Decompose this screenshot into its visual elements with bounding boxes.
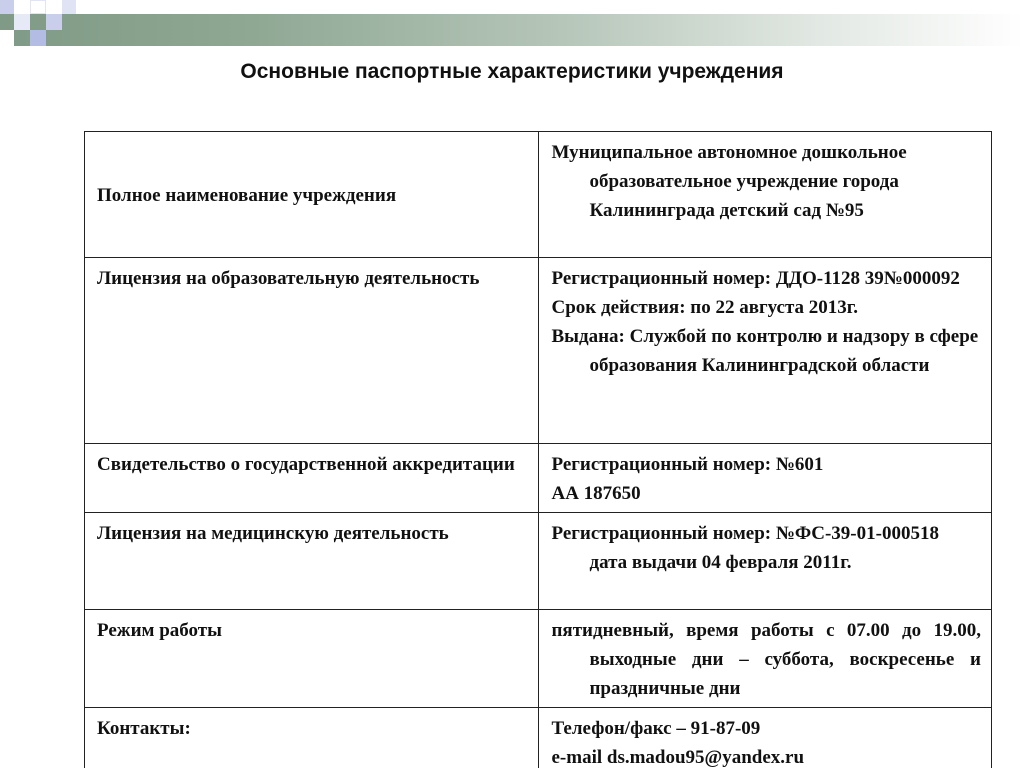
row-label bbox=[85, 444, 539, 513]
row-value-text: Регистрационный номер: №ФС-39-01-000518 дата выдачи 04 февраля 2011г. bbox=[551, 523, 939, 573]
decorative-square bbox=[46, 14, 62, 30]
row-value bbox=[539, 258, 992, 444]
row-label bbox=[85, 513, 539, 610]
decorative-square bbox=[62, 0, 76, 14]
row-label-text: Лицензия на образовательную деятельность bbox=[97, 268, 480, 289]
row-label-text: Полное наименование учреждения bbox=[97, 185, 397, 206]
decorative-square bbox=[0, 0, 14, 14]
row-label-text: Лицензия на медицинскую деятельность bbox=[97, 523, 449, 544]
table-row bbox=[85, 708, 992, 768]
row-value-text: Регистрационный номер: ДДО-1128 39№000092 bbox=[551, 268, 960, 289]
decorative-square bbox=[30, 0, 46, 14]
decorative-square bbox=[0, 30, 14, 46]
table-row bbox=[85, 258, 992, 444]
row-value-text: пятидневный, время работы с 07.00 до 19.00, выходные дни – суббота, воскресенье и праздничные дни bbox=[551, 620, 981, 699]
row-value-text: Муниципальное автономное дошкольное образовательное учреждение города Калининграда детский сад №95 bbox=[551, 142, 907, 221]
table-row bbox=[85, 610, 992, 708]
row-label bbox=[85, 708, 539, 768]
row-value-text: Срок действия: по 22 августа 2013г. bbox=[551, 297, 859, 318]
row-label-text: Режим работы bbox=[97, 620, 222, 641]
row-value-text: Выдана: Службой по контролю и надзору в сфере образования Калининградской области bbox=[551, 326, 979, 376]
row-label bbox=[85, 132, 539, 258]
passport-table bbox=[84, 131, 992, 768]
decorative-square bbox=[14, 14, 30, 30]
table-row bbox=[85, 132, 992, 258]
row-label bbox=[85, 610, 539, 708]
row-value-text: Регистрационный номер: №601 bbox=[551, 454, 824, 475]
table-row bbox=[85, 513, 992, 610]
row-value bbox=[539, 132, 992, 258]
row-value bbox=[539, 708, 992, 768]
row-label-text: Свидетельство о государственной аккредитации bbox=[97, 454, 515, 475]
page-title: Основные паспортные характеристики учреждения bbox=[240, 60, 784, 83]
row-value bbox=[539, 444, 992, 513]
row-value-text: Телефон/факс – 91-87-09 bbox=[551, 718, 761, 739]
row-label-text: Контакты: bbox=[97, 718, 191, 739]
row-value bbox=[539, 610, 992, 708]
row-label bbox=[85, 258, 539, 444]
row-value-text: e-mail ds.madou95@yandex.ru bbox=[551, 747, 805, 768]
table-row bbox=[85, 444, 992, 513]
row-value-text: АА 187650 bbox=[551, 483, 641, 504]
header-band bbox=[0, 14, 1024, 46]
row-value bbox=[539, 513, 992, 610]
decorative-square bbox=[30, 30, 46, 46]
